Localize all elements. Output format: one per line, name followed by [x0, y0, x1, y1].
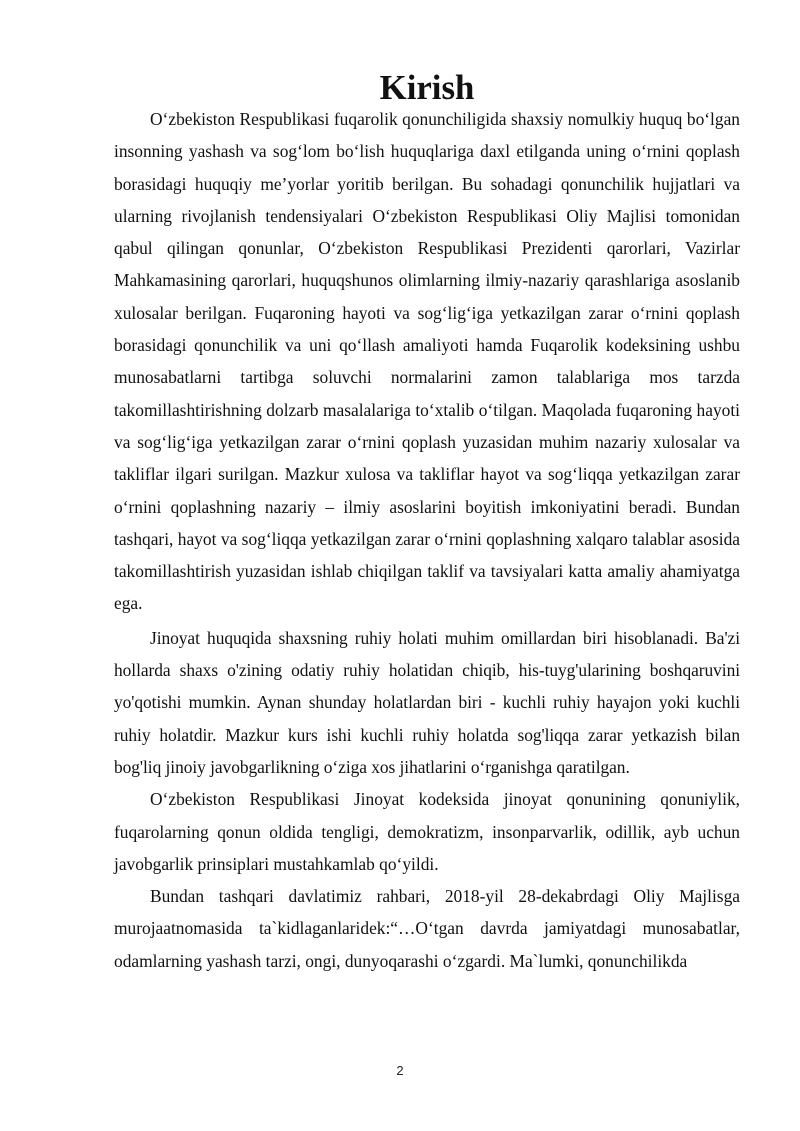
- section-heading: Kirish: [379, 68, 475, 107]
- paragraph-intro: O‘zbekiston Respublikasi fuqarolik qonunchiligida shaxsiy nomulkiy huquq bo‘lgan insonning yashash va sog‘lom bo‘lish huquqlariga daxl etilganda uning o‘rnini qoplash borasidagi huquqiy me’yorlar yoritib berilgan. Bu sohadagi qonunchilik hujjatlari va ularning rivojlanish tendensiyalari O‘zbekiston Respublikasi Oliy Majlisi tomonidan qabul qilingan qonunlar, O‘zbekiston Respublikasi Prezidenti qarorlari, Vazirlar Mahkamasining qarorlari, huquqshunos olimlarning ilmiy-nazariy qarashlariga asoslanib xulosalar berilgan. Fuqaroning hayoti va sog‘lig‘iga yetkazilgan zarar o‘rnini qoplash borasidagi qonunchilik va uni qo‘llash amaliyoti hamda Fuqarolik kodeksining ushbu munosabatlarni tartibga soluvchi normalarini zamon talablariga mos tarzda takomillashtirishning dolzarb masalalariga to‘xtalib o‘tilgan. Maqolada fuqaroning hayoti va sog‘lig‘iga yetkazilgan zarar o‘rnini qoplash yuzasidan muhim nazariy xulosalar va takliflar ilgari surilgan. Mazkur xulosa va takliflar hayot va sog‘liqqa yetkazilgan zarar o‘rnini qoplashning nazariy – ilmiy asoslarini boyitish imkoniyatini beradi. Bundan tashqari, hayot va sog‘liqqa yetkazilgan zarar o‘rnini qoplashning xalqaro talablar asosida takomillashtirish yuzasidan ishlab chiqilgan taklif va tavsiyalari katta amaliy ahamiyatga ega.: [114, 109, 740, 614]
- paragraph-president-address: Bundan tashqari davlatimiz rahbari, 2018-yil 28-dekabrdagi Oliy Majlisga murojaatnomasida ta`kidlaganlaridek:“…O‘tgan davrda jamiyatdagi munosabatlar, odamlarning yashash tarzi, ongi, dunyoqarashi o‘zgardi. Ma`lumki, qonunchilikda: [114, 886, 740, 971]
- paragraph-criminal-code: O‘zbekiston Respublikasi Jinoyat kodeksida jinoyat qonunining qonuniylik, fuqarolarning qonun oldida tengligi, demokratizm, insonparvarlik, odillik, ayb uchun javobgarlik prinsiplari mustahkamlab qo‘yildi.: [114, 789, 740, 874]
- page-number: 2: [396, 1063, 404, 1078]
- document-body: [114, 68, 740, 977]
- paragraph-criminal-law: Jinoyat huquqida shaxsning ruhiy holati muhim omillardan biri hisoblanadi. Ba'zi hollarda shaxs o'zining odatiy ruhiy holatidan chiqib, his-tuyg'ularining boshqaruvini yo'qotishi mumkin. Aynan shunday holatlardan biri - kuchli ruhiy hayajon yoki kuchli ruhiy holatdir. Mazkur kurs ishi kuchli ruhiy holatda sog'liqqa zarar yetkazish bilan bog'liq jinoiy javobgarlikning o‘ziga xos jihatlarini o‘rganishga qaratilgan.: [114, 627, 740, 777]
